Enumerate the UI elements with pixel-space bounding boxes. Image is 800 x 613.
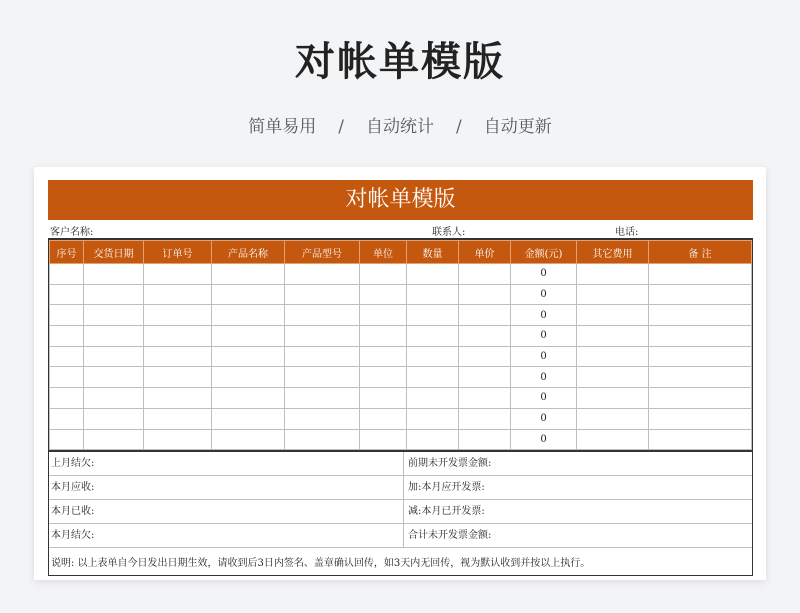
amount-cell[interactable]: 0 [511, 346, 577, 367]
column-header: 交货日期 [84, 241, 144, 264]
table-cell[interactable] [285, 429, 360, 450]
table-cell[interactable] [84, 326, 144, 347]
table-cell[interactable] [84, 367, 144, 388]
table-cell[interactable] [212, 429, 285, 450]
table-row [50, 284, 752, 305]
table-cell[interactable] [360, 408, 407, 429]
summary-label-left: 本月应收: [49, 476, 404, 499]
table-cell[interactable] [459, 429, 511, 450]
statement-sheet [48, 180, 753, 576]
table-cell[interactable] [649, 388, 752, 409]
table-cell[interactable] [285, 326, 360, 347]
table-row [50, 326, 752, 347]
table-cell[interactable] [407, 284, 459, 305]
separator: / [338, 117, 344, 137]
table-cell[interactable] [84, 388, 144, 409]
table-cell[interactable] [407, 264, 459, 285]
table-cell[interactable] [577, 388, 649, 409]
table-cell[interactable] [285, 388, 360, 409]
table-row [50, 388, 752, 409]
table-cell[interactable] [649, 305, 752, 326]
table-cell[interactable] [84, 264, 144, 285]
table-cell[interactable] [84, 305, 144, 326]
table-cell[interactable] [50, 367, 84, 388]
table-cell[interactable] [577, 284, 649, 305]
table-cell[interactable] [144, 408, 212, 429]
table-cell[interactable] [577, 305, 649, 326]
table-cell[interactable] [285, 264, 360, 285]
column-header: 备 注 [649, 241, 752, 264]
table-cell[interactable] [407, 305, 459, 326]
table-cell[interactable] [84, 284, 144, 305]
separator: / [456, 117, 462, 137]
table-cell[interactable] [285, 284, 360, 305]
table-cell[interactable] [212, 264, 285, 285]
customer-name-label: 客户名称: [50, 227, 94, 238]
table-cell[interactable] [144, 367, 212, 388]
table-cell[interactable] [285, 346, 360, 367]
table-cell[interactable] [459, 284, 511, 305]
table-cell[interactable] [360, 388, 407, 409]
table-cell[interactable] [577, 367, 649, 388]
amount-cell[interactable]: 0 [511, 367, 577, 388]
column-header: 单价 [459, 241, 511, 264]
table-cell[interactable] [144, 305, 212, 326]
table-cell[interactable] [50, 326, 84, 347]
table-cell[interactable] [649, 429, 752, 450]
table-cell[interactable] [407, 408, 459, 429]
column-header: 金额(元) [511, 241, 577, 264]
summary-row [49, 452, 752, 476]
table-row [50, 408, 752, 429]
summary-label-left: 上月结欠: [49, 452, 404, 475]
table-cell[interactable] [459, 264, 511, 285]
column-header: 序号 [50, 241, 84, 264]
table-cell[interactable] [577, 346, 649, 367]
table-cell[interactable] [50, 408, 84, 429]
table-cell[interactable] [649, 326, 752, 347]
table-cell[interactable] [459, 305, 511, 326]
summary-label-left: 本月已收: [49, 500, 404, 523]
column-header: 产品名称 [212, 241, 285, 264]
table-cell[interactable] [360, 367, 407, 388]
table-cell[interactable] [212, 284, 285, 305]
feature-easy: 简单易用 [248, 117, 317, 137]
amount-cell[interactable]: 0 [511, 305, 577, 326]
column-header: 数量 [407, 241, 459, 264]
statement-note: 说明: 以上表单自今日发出日期生效，请收到后3日内签名、盖章确认回传，如3天内无回传，视为默认收到并按以上执行。 [51, 558, 591, 570]
table-row [50, 264, 752, 285]
table-cell[interactable] [50, 305, 84, 326]
summary-label-right: 加:本月应开发票: [408, 482, 485, 494]
sheet-banner-title: 对帐单模版 [48, 180, 753, 220]
table-cell[interactable] [84, 429, 144, 450]
summary-label-right: 合计未开发票金额: [408, 530, 492, 542]
summary-row [49, 476, 752, 500]
amount-cell[interactable]: 0 [511, 264, 577, 285]
customer-info-row [48, 220, 753, 238]
table-cell[interactable] [577, 429, 649, 450]
statement-table-frame [48, 238, 753, 576]
table-cell[interactable] [212, 305, 285, 326]
table-cell[interactable] [212, 326, 285, 347]
amount-cell[interactable]: 0 [511, 284, 577, 305]
summary-label-right: 减:本月已开发票: [408, 506, 485, 518]
table-cell[interactable] [407, 326, 459, 347]
phone-label: 电话: [615, 227, 639, 238]
table-cell[interactable] [50, 388, 84, 409]
summary-row [49, 524, 752, 548]
amount-cell[interactable]: 0 [511, 408, 577, 429]
table-cell[interactable] [649, 264, 752, 285]
summary-label-left: 本月结欠: [49, 524, 404, 547]
table-cell[interactable] [577, 408, 649, 429]
feature-auto-update: 自动更新 [483, 117, 552, 137]
table-row [50, 429, 752, 450]
table-cell[interactable] [50, 284, 84, 305]
table-cell[interactable] [649, 284, 752, 305]
table-cell[interactable] [360, 305, 407, 326]
summary-row [49, 500, 752, 524]
table-cell[interactable] [577, 264, 649, 285]
table-cell[interactable] [84, 346, 144, 367]
table-cell[interactable] [360, 326, 407, 347]
amount-cell[interactable]: 0 [511, 388, 577, 409]
summary-label-right: 前期未开发票金额: [408, 458, 492, 470]
table-cell[interactable] [407, 367, 459, 388]
table-cell[interactable] [407, 429, 459, 450]
table-cell[interactable] [212, 367, 285, 388]
contact-label: 联系人: [432, 227, 466, 238]
table-cell[interactable] [144, 284, 212, 305]
table-cell[interactable] [360, 284, 407, 305]
table-cell[interactable] [360, 346, 407, 367]
table-row [50, 346, 752, 367]
table-cell[interactable] [144, 429, 212, 450]
table-cell[interactable] [212, 346, 285, 367]
column-header: 订单号 [144, 241, 212, 264]
table-cell[interactable] [144, 388, 212, 409]
table-cell[interactable] [144, 346, 212, 367]
table-cell[interactable] [285, 305, 360, 326]
column-header: 产品型号 [285, 241, 360, 264]
table-cell[interactable] [212, 408, 285, 429]
amount-cell[interactable]: 0 [511, 326, 577, 347]
table-cell[interactable] [144, 326, 212, 347]
table-header-row [50, 241, 752, 264]
table-cell[interactable] [212, 388, 285, 409]
table-body [50, 264, 752, 450]
amount-cell[interactable]: 0 [511, 429, 577, 450]
table-cell[interactable] [459, 346, 511, 367]
table-cell[interactable] [285, 408, 360, 429]
table-row [50, 367, 752, 388]
table-cell[interactable] [649, 367, 752, 388]
table-cell[interactable] [84, 408, 144, 429]
table-cell[interactable] [407, 388, 459, 409]
column-header: 单位 [360, 241, 407, 264]
table-cell[interactable] [285, 367, 360, 388]
table-cell[interactable] [360, 264, 407, 285]
table-cell[interactable] [577, 326, 649, 347]
table-cell[interactable] [459, 367, 511, 388]
table-cell[interactable] [360, 429, 407, 450]
table-cell[interactable] [459, 408, 511, 429]
table-cell[interactable] [649, 346, 752, 367]
feature-auto-stats: 自动统计 [366, 117, 434, 137]
page-title: 对帐单模版 [295, 39, 505, 85]
template-preview-card[interactable] [34, 167, 766, 580]
table-cell[interactable] [50, 264, 84, 285]
feature-tagline [0, 112, 800, 137]
table-cell[interactable] [144, 264, 212, 285]
table-row [50, 305, 752, 326]
table-cell[interactable] [459, 388, 511, 409]
table-cell[interactable] [459, 326, 511, 347]
table-cell[interactable] [50, 346, 84, 367]
table-cell[interactable] [50, 429, 84, 450]
column-header: 其它费用 [577, 241, 649, 264]
table-cell[interactable] [649, 408, 752, 429]
summary-section [49, 450, 752, 548]
statement-table [49, 240, 752, 450]
table-cell[interactable] [407, 346, 459, 367]
